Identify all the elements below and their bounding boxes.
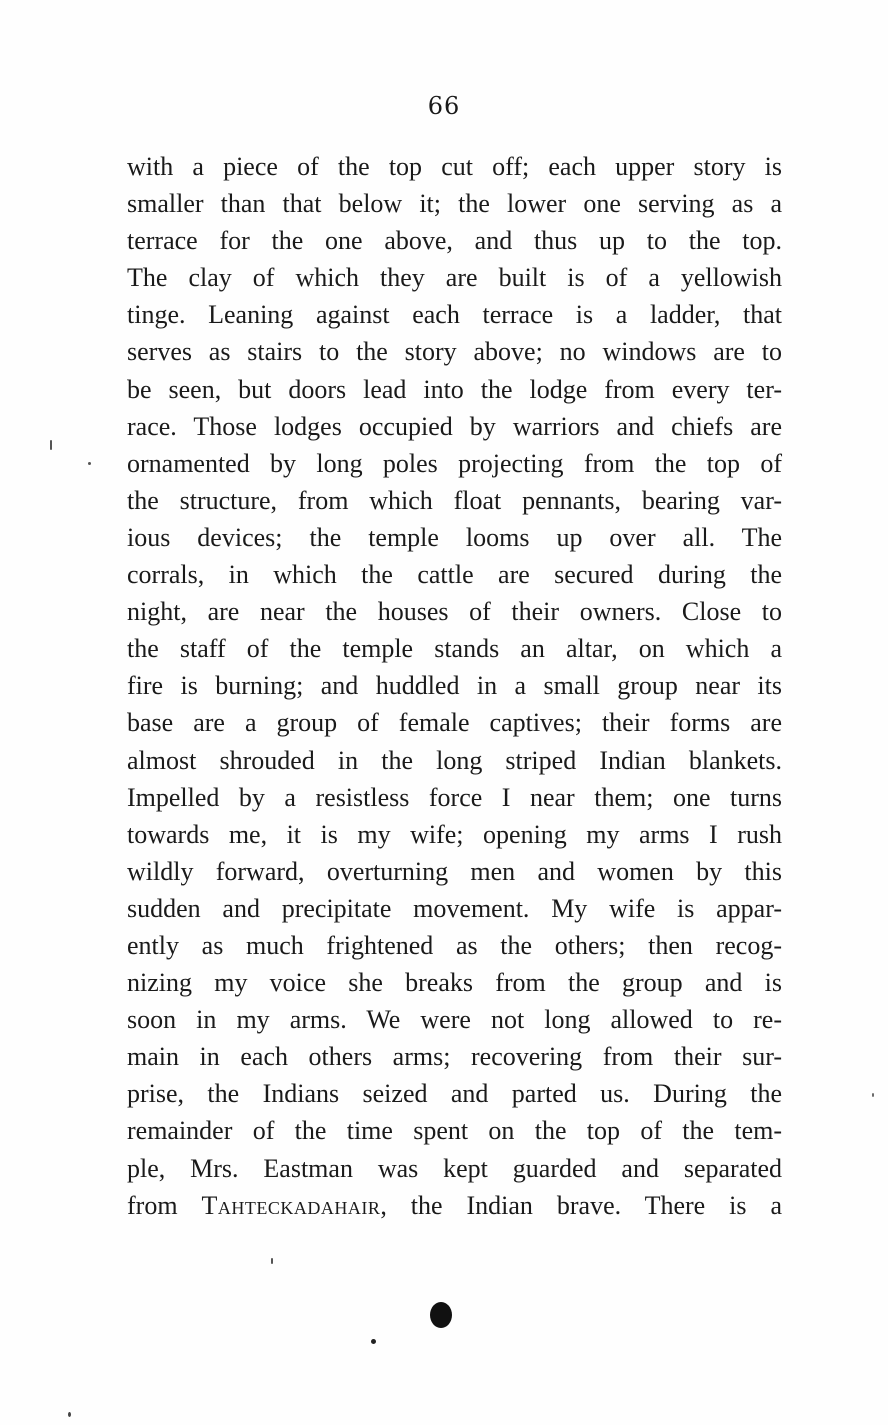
text-line: sudden and precipitate movement. My wife is appar- bbox=[127, 893, 782, 923]
text-line: soon in my arms. We were not long allowed to re- bbox=[127, 1005, 782, 1035]
text-line: ornamented by long poles projecting from the top of bbox=[127, 448, 782, 478]
body-text bbox=[127, 148, 782, 1224]
ink-speck bbox=[68, 1412, 71, 1417]
character-name: Tahteckadahair bbox=[201, 1190, 381, 1220]
text-line: night, are near the houses of their owners. Close to bbox=[127, 597, 782, 627]
ink-speck bbox=[872, 1093, 874, 1097]
text-line: Impelled by a resistless force I near them; one turns bbox=[127, 782, 782, 812]
text-line: main in each others arms; recovering from their sur- bbox=[127, 1042, 782, 1072]
text-line: remainder of the time spent on the top of the tem- bbox=[127, 1116, 782, 1146]
text-line: with a piece of the top cut off; each upper story is bbox=[127, 152, 782, 181]
text-line: the staff of the temple stands an altar, on which a bbox=[127, 634, 782, 664]
text-line: fire is burning; and huddled in a small group near its bbox=[127, 671, 782, 701]
text-line: prise, the Indians seized and parted us. During the bbox=[127, 1079, 782, 1109]
final-line-before: from bbox=[127, 1190, 202, 1220]
ink-speck bbox=[271, 1258, 273, 1264]
ink-speck bbox=[88, 462, 91, 465]
text-line: ple, Mrs. Eastman was kept guarded and separated bbox=[127, 1153, 782, 1183]
text-line: ently as much frightened as the others; then recog- bbox=[127, 930, 782, 960]
text-line: serves as stairs to the story above; no windows are to bbox=[127, 337, 782, 367]
text-line: ious devices; the temple looms up over all. The bbox=[127, 522, 782, 552]
text-line: corrals, in which the cattle are secured during the bbox=[127, 560, 782, 590]
ink-speck bbox=[371, 1339, 376, 1344]
text-line: terrace for the one above, and thus up to the top. bbox=[127, 226, 782, 256]
page-number: 66 bbox=[427, 92, 461, 120]
text-line: nizing my voice she breaks from the group and is bbox=[127, 968, 782, 998]
text-line: base are a group of female captives; their forms are bbox=[127, 708, 782, 738]
text-line: be seen, but doors lead into the lodge from every ter- bbox=[127, 374, 782, 404]
text-line: race. Those lodges occupied by warriors and chiefs are bbox=[127, 411, 782, 441]
text-line: towards me, it is my wife; opening my arms I rush bbox=[127, 819, 782, 849]
text-line: The clay of which they are built is of a yellowish bbox=[127, 263, 782, 293]
text-line: smaller than that below it; the lower one serving as a bbox=[127, 189, 782, 219]
text-line: tinge. Leaning against each terrace is a ladder, that bbox=[127, 300, 782, 330]
text-line-final bbox=[127, 1187, 782, 1224]
final-line-after: , the Indian brave. There is a bbox=[380, 1190, 782, 1220]
ink-speck bbox=[50, 440, 52, 450]
text-line: the structure, from which float pennants, bearing var- bbox=[127, 485, 782, 515]
text-line: wildly forward, overturning men and women by this bbox=[127, 856, 782, 886]
text-line: almost shrouded in the long striped Indian blankets. bbox=[127, 745, 782, 775]
ink-blot-ornament bbox=[430, 1302, 452, 1328]
